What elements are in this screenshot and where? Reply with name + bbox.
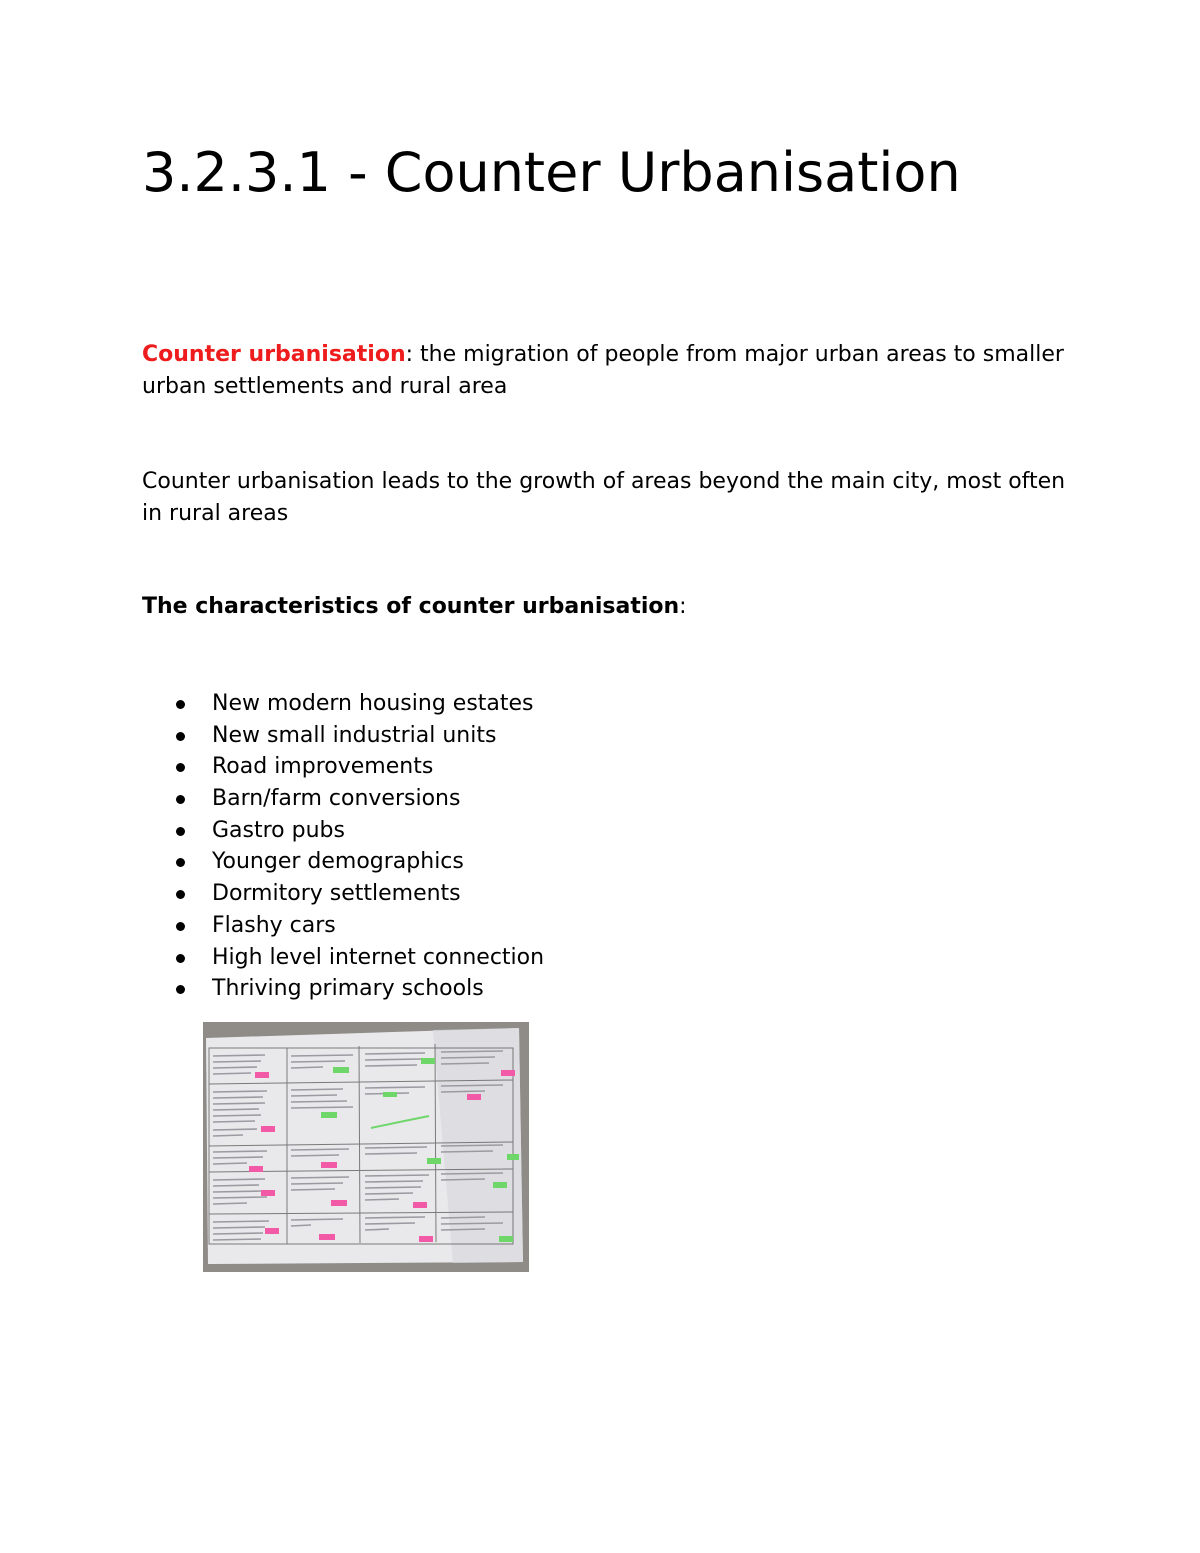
pink-tab (255, 1072, 269, 1078)
characteristics-heading (142, 591, 1072, 623)
list-item: New small industrial units (142, 720, 544, 752)
pink-tab (261, 1190, 275, 1196)
green-tab (383, 1092, 397, 1097)
green-tab (321, 1112, 337, 1118)
pink-tab (501, 1070, 515, 1076)
list-item: Gastro pubs (142, 815, 544, 847)
definition-term: Counter urbanisation (142, 342, 406, 367)
page-title: 3.2.3.1 - Counter Urbanisation (142, 141, 961, 204)
list-item: Flashy cars (142, 910, 544, 942)
green-tab (333, 1067, 349, 1073)
green-tab (507, 1154, 519, 1160)
pink-tab (319, 1234, 335, 1240)
characteristics-heading-text: The characteristics of counter urbanisation (142, 594, 680, 619)
definition-text: the migration of people from major urban areas to smaller urban settlements and rural area (142, 342, 1064, 399)
list-item: Barn/farm conversions (142, 783, 544, 815)
pink-tab (419, 1236, 433, 1242)
list-item: Dormitory settlements (142, 878, 544, 910)
list-item: High level internet connection (142, 942, 544, 974)
green-tab (421, 1058, 435, 1064)
pink-tab (467, 1094, 481, 1100)
pink-tab (249, 1166, 263, 1172)
definition-separator: : (405, 342, 414, 367)
list-item: Road improvements (142, 751, 544, 783)
list-item: Younger demographics (142, 846, 544, 878)
list-item: Thriving primary schools (142, 973, 544, 1005)
pink-tab (261, 1126, 275, 1132)
pink-tab (331, 1200, 347, 1206)
pink-tab (413, 1202, 427, 1208)
green-tab (427, 1158, 441, 1164)
green-tab (493, 1182, 507, 1188)
pink-tab (321, 1162, 337, 1168)
list-item: New modern housing estates (142, 688, 544, 720)
definition-paragraph (142, 339, 1072, 403)
pink-tab (265, 1228, 279, 1234)
statement-paragraph: Counter urbanisation leads to the growth of areas beyond the main city, most often in rural areas (142, 469, 1066, 526)
worksheet-photo (203, 1022, 529, 1272)
characteristics-heading-colon: : (679, 594, 687, 619)
green-tab (499, 1236, 513, 1242)
characteristics-list (142, 688, 544, 1005)
